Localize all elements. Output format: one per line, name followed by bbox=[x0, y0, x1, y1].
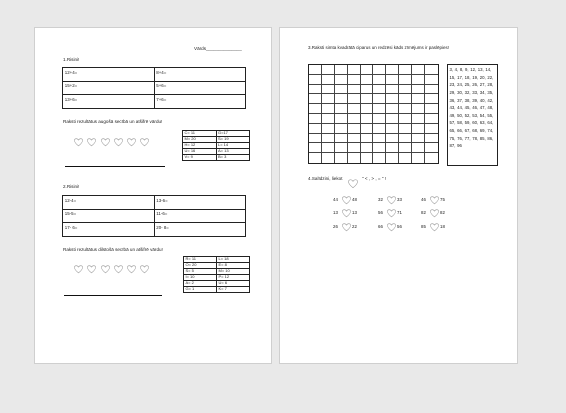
heart-icon[interactable] bbox=[387, 223, 396, 232]
grid-cell[interactable] bbox=[335, 143, 348, 153]
key-cell: S= 19 bbox=[216, 137, 250, 143]
grid-cell[interactable] bbox=[373, 134, 386, 144]
grid-cell[interactable] bbox=[386, 85, 399, 95]
comparison-item bbox=[378, 196, 408, 204]
grid-cell[interactable] bbox=[373, 143, 386, 153]
right-number: 48 bbox=[352, 197, 357, 202]
name-field-label: Vārds______________ bbox=[194, 46, 242, 51]
right-number: 33 bbox=[397, 197, 402, 202]
worksheet-page-2 bbox=[279, 27, 518, 364]
right-number: 56 bbox=[397, 224, 402, 229]
left-number: 13 bbox=[333, 210, 338, 215]
grid-cell[interactable] bbox=[373, 104, 386, 114]
grid-cell[interactable] bbox=[412, 94, 425, 104]
grid-cell[interactable] bbox=[399, 134, 412, 144]
task1-heart-row bbox=[74, 138, 154, 148]
key-cell: A= 13 bbox=[216, 149, 250, 155]
grid-cell[interactable] bbox=[361, 65, 374, 75]
grid-cell[interactable] bbox=[399, 124, 412, 134]
key-cell: B= 3 bbox=[216, 155, 250, 161]
grid-cell[interactable] bbox=[322, 114, 335, 124]
grid-cell[interactable] bbox=[309, 114, 322, 124]
key-cell: A= 2 bbox=[184, 281, 217, 287]
task4-title: 4.Salīdzini, liekot bbox=[308, 176, 343, 181]
task1-answer-line bbox=[65, 166, 165, 167]
comparison-item bbox=[378, 209, 408, 217]
heart-icon[interactable] bbox=[430, 223, 439, 232]
grid-cell[interactable] bbox=[309, 143, 322, 153]
grid-cell[interactable] bbox=[412, 153, 425, 163]
comparison-item bbox=[333, 196, 363, 204]
grid-cell[interactable] bbox=[386, 104, 399, 114]
grid-cell[interactable] bbox=[322, 65, 335, 75]
grid-cell[interactable] bbox=[412, 134, 425, 144]
exercise-cell: 11-6= bbox=[154, 209, 246, 223]
grid-cell[interactable] bbox=[348, 153, 361, 163]
grid-cell[interactable] bbox=[373, 85, 386, 95]
grid-cell[interactable] bbox=[412, 65, 425, 75]
task2-answer-line bbox=[64, 295, 162, 296]
heart-icon[interactable] bbox=[127, 138, 136, 148]
worksheet-page-1 bbox=[34, 27, 272, 364]
exercise-cell: 12+4= bbox=[63, 68, 155, 82]
heart-icon[interactable] bbox=[127, 265, 136, 275]
grid-cell[interactable] bbox=[322, 153, 335, 163]
grid-cell[interactable] bbox=[309, 85, 322, 95]
grid-cell[interactable] bbox=[335, 114, 348, 124]
grid-cell[interactable] bbox=[386, 65, 399, 75]
exercise-cell: 5+6= bbox=[154, 81, 246, 95]
key-cell: G=17 bbox=[216, 131, 250, 137]
key-cell: P= 12 bbox=[217, 275, 250, 281]
grid-cell[interactable] bbox=[386, 134, 399, 144]
grid-cell[interactable] bbox=[399, 75, 412, 85]
key-cell: K= 7 bbox=[217, 287, 250, 293]
left-number: 26 bbox=[333, 224, 338, 229]
grid-cell[interactable] bbox=[412, 85, 425, 95]
exercise-cell: 13+6= bbox=[63, 95, 155, 109]
task2-instruction: Raksti rezultātus dilstošā secībā un atšifrē vārdu! bbox=[63, 247, 163, 252]
hundred-square-grid bbox=[308, 64, 439, 164]
key-row bbox=[183, 155, 250, 161]
grid-cell[interactable] bbox=[309, 124, 322, 134]
grid-cell[interactable] bbox=[373, 75, 386, 85]
grid-cell[interactable] bbox=[399, 85, 412, 95]
left-number: 85 bbox=[421, 224, 426, 229]
grid-cell[interactable] bbox=[425, 104, 438, 114]
heart-icon[interactable] bbox=[342, 209, 351, 218]
heart-icon[interactable] bbox=[140, 265, 149, 275]
grid-cell[interactable] bbox=[399, 153, 412, 163]
key-cell: L= 14 bbox=[216, 143, 250, 149]
grid-cell[interactable] bbox=[348, 134, 361, 144]
grid-cell[interactable] bbox=[361, 134, 374, 144]
grid-cell[interactable] bbox=[309, 134, 322, 144]
grid-cell[interactable] bbox=[399, 114, 412, 124]
comparison-item bbox=[421, 209, 451, 217]
grid-cell[interactable] bbox=[361, 94, 374, 104]
exercise-cell: 12-4= bbox=[63, 196, 155, 210]
key-cell: S= 5 bbox=[184, 269, 217, 275]
heart-icon[interactable] bbox=[101, 265, 110, 275]
right-number: 22 bbox=[352, 224, 357, 229]
task1-title: 1.Risini! bbox=[63, 57, 80, 62]
heart-icon[interactable] bbox=[430, 209, 439, 218]
key-cell: U= 6 bbox=[217, 281, 250, 287]
comparison-item bbox=[421, 196, 451, 204]
grid-cell[interactable] bbox=[373, 153, 386, 163]
grid-cell[interactable] bbox=[348, 143, 361, 153]
grid-cell[interactable] bbox=[373, 124, 386, 134]
heart-icon[interactable] bbox=[140, 138, 149, 148]
key-cell: V= 9 bbox=[183, 155, 217, 161]
task2-letter-key bbox=[183, 256, 250, 293]
key-row bbox=[184, 287, 250, 293]
exercise-row bbox=[63, 223, 246, 237]
right-number: 18 bbox=[440, 224, 445, 229]
grid-cell[interactable] bbox=[361, 85, 374, 95]
grid-cell[interactable] bbox=[322, 85, 335, 95]
grid-cell[interactable] bbox=[399, 94, 412, 104]
heart-icon[interactable] bbox=[342, 196, 351, 205]
grid-cell[interactable] bbox=[425, 124, 438, 134]
task2-exercise-table bbox=[62, 195, 246, 237]
exercise-cell: 15+2= bbox=[63, 81, 155, 95]
grid-cell[interactable] bbox=[361, 124, 374, 134]
exercise-cell: 8+4= bbox=[154, 68, 246, 82]
heart-icon[interactable] bbox=[387, 196, 396, 205]
grid-cell[interactable] bbox=[348, 124, 361, 134]
key-cell: U= 16 bbox=[183, 149, 217, 155]
heart-icon[interactable] bbox=[87, 265, 96, 275]
heart-icon bbox=[348, 176, 358, 185]
grid-cell[interactable] bbox=[348, 104, 361, 114]
grid-cell[interactable] bbox=[322, 94, 335, 104]
grid-cell[interactable] bbox=[425, 153, 438, 163]
grid-cell[interactable] bbox=[399, 65, 412, 75]
left-number: 44 bbox=[333, 197, 338, 202]
exercise-row bbox=[63, 81, 246, 95]
grid-cell[interactable] bbox=[361, 75, 374, 85]
grid-cell[interactable] bbox=[322, 134, 335, 144]
task4-title-symbols: " < , > , = " ! bbox=[362, 176, 387, 181]
grid-cell[interactable] bbox=[361, 114, 374, 124]
grid-cell[interactable] bbox=[425, 85, 438, 95]
comparison-item bbox=[333, 223, 363, 231]
key-cell: I= 10 bbox=[184, 275, 217, 281]
right-number: 82 bbox=[440, 210, 445, 215]
grid-cell[interactable] bbox=[425, 143, 438, 153]
grid-cell[interactable] bbox=[425, 75, 438, 85]
grid-cell[interactable] bbox=[348, 114, 361, 124]
grid-cell[interactable] bbox=[412, 143, 425, 153]
heart-icon[interactable] bbox=[74, 138, 83, 148]
left-number: 82 bbox=[421, 210, 426, 215]
grid-cell[interactable] bbox=[373, 94, 386, 104]
key-cell: L= 18 bbox=[217, 257, 250, 263]
task2-heart-row bbox=[74, 265, 154, 275]
heart-icon[interactable] bbox=[87, 138, 96, 148]
task1-letter-key bbox=[182, 130, 250, 161]
grid-cell[interactable] bbox=[335, 134, 348, 144]
comparison-item bbox=[421, 223, 451, 231]
grid-cell[interactable] bbox=[425, 94, 438, 104]
numbers-list-box bbox=[447, 64, 498, 166]
grid-cell[interactable] bbox=[322, 104, 335, 114]
left-number: 32 bbox=[378, 197, 383, 202]
grid-cell[interactable] bbox=[309, 94, 322, 104]
grid-cell[interactable] bbox=[425, 114, 438, 124]
heart-icon[interactable] bbox=[74, 265, 83, 275]
grid-cell[interactable] bbox=[335, 85, 348, 95]
grid-cell[interactable] bbox=[335, 94, 348, 104]
left-number: 46 bbox=[421, 197, 426, 202]
exercise-cell: 15-5= bbox=[63, 209, 155, 223]
grid-cell[interactable] bbox=[386, 124, 399, 134]
key-cell: H= 12 bbox=[183, 143, 217, 149]
grid-cell[interactable] bbox=[322, 124, 335, 134]
grid-cell[interactable] bbox=[335, 65, 348, 75]
grid-cell[interactable] bbox=[361, 104, 374, 114]
grid-cell[interactable] bbox=[335, 153, 348, 163]
right-number: 71 bbox=[397, 210, 402, 215]
key-cell: O= 20 bbox=[184, 263, 217, 269]
grid-cell[interactable] bbox=[361, 143, 374, 153]
grid-cell[interactable] bbox=[335, 124, 348, 134]
exercise-row bbox=[63, 68, 246, 82]
grid-cell[interactable] bbox=[348, 85, 361, 95]
right-number: 75 bbox=[440, 197, 445, 202]
grid-cell[interactable] bbox=[412, 75, 425, 85]
grid-cell[interactable] bbox=[412, 114, 425, 124]
key-cell: C= 11 bbox=[183, 131, 217, 137]
grid-cell[interactable] bbox=[399, 143, 412, 153]
grid-cell[interactable] bbox=[335, 75, 348, 85]
right-number: 13 bbox=[352, 210, 357, 215]
exercise-cell: 13-6= bbox=[154, 196, 246, 210]
left-number: 56 bbox=[378, 210, 383, 215]
comparison-item bbox=[378, 223, 408, 231]
grid-cell[interactable] bbox=[386, 75, 399, 85]
exercise-cell: 7+6= bbox=[154, 95, 246, 109]
left-number: 66 bbox=[378, 224, 383, 229]
key-cell: M= 20 bbox=[183, 137, 217, 143]
task2-title: 2.Risini! bbox=[63, 184, 80, 189]
grid-cell[interactable] bbox=[386, 114, 399, 124]
key-cell: R= 11 bbox=[184, 257, 217, 263]
grid-cell[interactable] bbox=[386, 153, 399, 163]
grid-cell[interactable] bbox=[425, 134, 438, 144]
exercise-cell: 17- 6= bbox=[63, 223, 155, 237]
heart-icon[interactable] bbox=[387, 209, 396, 218]
grid-cell[interactable] bbox=[309, 75, 322, 85]
key-cell: M= 10 bbox=[217, 269, 250, 275]
numbers-list: 3, 4, 8, 9, 12, 13, 14, 15, 17, 18, 19, 20, 22, 23, 24, 25, 26, 27, 28, 29, 30, 32, 33, 34, 35, 36, 37, 38, 39, 40, 42, 43, 44, 45, 46, 47, 48, 49, 50, 52, 53, 54, 55, 57, 58, 59, 60, 63, 64, 65, 66, 67, 68, 69, 74, 75, 76, 77, 78, 85, 86, 87, 96 bbox=[449, 67, 494, 149]
grid-cell[interactable] bbox=[322, 143, 335, 153]
grid-cell[interactable] bbox=[386, 143, 399, 153]
grid-cell[interactable] bbox=[348, 94, 361, 104]
grid-cell[interactable] bbox=[361, 153, 374, 163]
comparison-item bbox=[333, 209, 363, 217]
grid-cell[interactable] bbox=[373, 114, 386, 124]
grid-cell[interactable] bbox=[399, 104, 412, 114]
task1-exercise-table bbox=[62, 67, 246, 109]
grid-cell[interactable] bbox=[425, 65, 438, 75]
exercise-row bbox=[63, 196, 246, 210]
heart-icon[interactable] bbox=[114, 138, 123, 148]
grid-cell[interactable] bbox=[373, 65, 386, 75]
heart-icon[interactable] bbox=[430, 196, 439, 205]
exercise-row bbox=[63, 209, 246, 223]
grid-cell[interactable] bbox=[309, 65, 322, 75]
grid-cell[interactable] bbox=[309, 104, 322, 114]
grid-cell[interactable] bbox=[412, 124, 425, 134]
grid-cell[interactable] bbox=[322, 75, 335, 85]
grid-cell[interactable] bbox=[348, 65, 361, 75]
grid-cell[interactable] bbox=[412, 104, 425, 114]
exercise-row bbox=[63, 95, 246, 109]
grid-cell[interactable] bbox=[386, 94, 399, 104]
grid-cell[interactable] bbox=[335, 104, 348, 114]
heart-icon[interactable] bbox=[342, 223, 351, 232]
key-cell: E= 8 bbox=[217, 263, 250, 269]
grid-cell[interactable] bbox=[348, 75, 361, 85]
task3-title: 3.Raksti simta kvadrātā ciparus un redzēsi kāds zīmējums ir paslēpies! bbox=[308, 45, 450, 50]
key-cell: G= 1 bbox=[184, 287, 217, 293]
grid-cell[interactable] bbox=[309, 153, 322, 163]
exercise-cell: 20- 8= bbox=[154, 223, 246, 237]
heart-icon[interactable] bbox=[114, 265, 123, 275]
task1-instruction: Raksti rezultātus augošā secībā un atšifrē vārdu! bbox=[63, 119, 163, 124]
heart-icon[interactable] bbox=[101, 138, 110, 148]
